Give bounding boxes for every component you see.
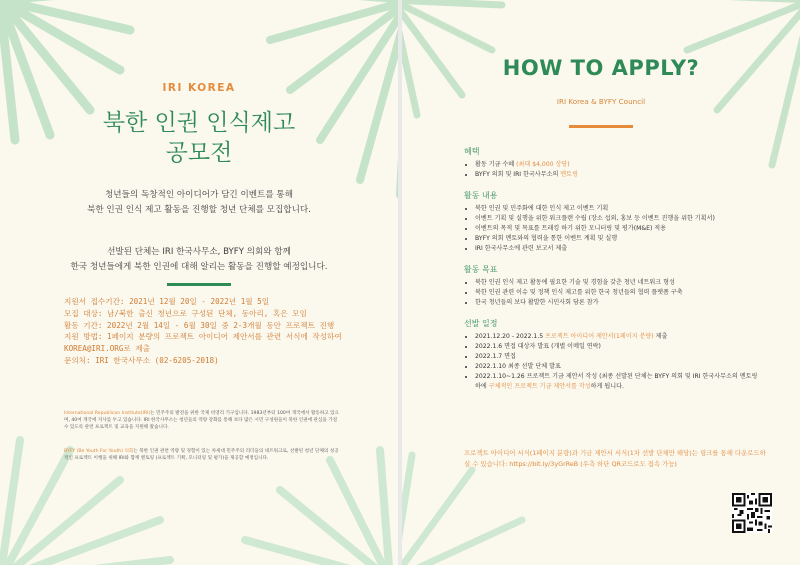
list-item: • 북한 인권 및 민주화에 대한 인식 제고 이벤트 기획 [475,204,764,214]
benefits-heading: 혜택 [464,147,480,156]
palm-leaf-top-right [260,0,398,210]
content-list [464,204,764,254]
list-item [475,372,764,392]
list-item: • 한국 청년들의 보다 활발한 시민사회 담론 참가 [475,298,764,308]
iri-name: International Republican Institute(IRI) [64,411,151,416]
info-method: 지원 방법: 1페이지 분량의 프로젝트 아이디어 제안서를 관련 서식에 작성하여 [64,332,342,342]
list-item: • 2022.1.10 최종 선발 단체 발표 [475,362,764,372]
info-duration: 활동 기간: 2022년 2월 14일 - 6월 30일 중 2-3개월 동안 프로젝트 진행 [64,320,335,330]
list-item: • 북한 인권 관련 이슈 및 정책 인식 제고를 위한 한국 청년들의 협력 플랫폼 구축 [475,288,764,298]
details-section [464,146,764,392]
title-line-1: 북한 인권 인식제고 [102,110,296,136]
info-period: 지원서 접수기간: 2021년 12월 20일 - 2022년 1월 5일 [64,297,270,306]
intro-text [0,188,398,218]
schedule-highlight: 프로젝트 아이디어 제안서(1페이지 분량) [545,333,654,340]
list-item: • 북한 인권 인식 제고 활동에 필요한 기술 및 경험을 갖춘 청년 네트워크 형성 [475,278,764,288]
list-item: • 2022.1.7 면접 [475,352,764,362]
list-item: • BYFY 의회 멘토와의 협력을 통한 이벤트 계획 및 실행 [475,234,764,244]
list-item [475,332,764,342]
info-block [64,296,364,367]
schedule-text: 하게 됩니다. [590,383,624,390]
intro2-line-1: 선발된 단체는 IRI 한국사무소, BYFY 의회와 함께 [107,247,291,257]
list-item: • IRI 한국사무소에 관련 보고서 제출 [475,244,764,254]
left-page [0,0,398,565]
schedule-heading: 선발 일정 [464,319,498,328]
goals-heading: 활동 목표 [464,265,498,274]
schedule-text: 2022.1.10~1.26 프로젝트 기금 제안서 작성 (최종 선발된 단체는 BYFY 의회 및 IRI 한국사무소의 멘토링 하에 [475,373,758,390]
title-line-2: 공모전 [165,140,233,166]
info-email[interactable]: KOREA@IRI.ORG로 제출 [64,344,151,354]
divider-bar-right [569,125,633,128]
benefit-text: 활동 기금 수혜 [475,161,517,168]
divider-bar [167,283,231,286]
goals-list [464,278,764,308]
byfy-desc-text: 는 북한 인권 관련 역량 및 경험이 있는 차세대 민주주의 리더들의 네트워크로, 선발된 청년 단체의 성공적인 프로젝트 이행을 위해 IRI와 함께 멘토링 (프로젝트 기획, 모니터링 및 평가)을 제공할 예정입니다. [64,449,339,461]
list-item: • 이벤트 기획 및 실행을 위한 워크플랜 수립 (장소 섭외, 홍보 등 이벤트 진행을 위한 기획서) [475,214,764,224]
benefit-highlight: 멘토링 [560,171,578,178]
info-target: 모집 대상: 남/북한 출신 청년으로 구성된 단체, 동아리, 혹은 모임 [64,308,307,318]
schedule-text: 제출 [653,333,668,340]
benefit-text: BYFY 의회 및 IRI 한국사무소의 [475,171,561,178]
download-instructions[interactable]: 프로젝트 아이디어 서식(1페이지 분량)과 기금 제안서 서식(1차 선발 단체만 해당)는 링크를 통해 다운로드하실 수 있습니다: https://bit.ly/3yGrReB (우측 하단 QR코드로도 접속 가능) [464,449,766,468]
right-page [402,0,800,565]
page-title [0,108,398,168]
byfy-description [64,448,340,462]
palm-leaf-bottom-left [0,410,180,565]
info-contact: 문의처: IRI 한국사무소 (02-6205-2018) [64,355,219,365]
list-item [475,170,764,180]
intro-line-2: 북한 인권 인식 제고 활동을 진행할 청년 단체를 모집합니다. [87,205,311,215]
organizers-subtitle: IRI Korea & BYFY Council [556,97,646,106]
schedule-highlight: 구체적인 프로젝트 기금 제안서를 작성 [488,383,591,390]
schedule-list [464,332,764,392]
benefits-list [464,160,764,180]
qr-code-icon[interactable] [732,493,772,533]
list-item [475,160,764,170]
benefit-highlight: (최대 $4,000 상당) [516,161,570,168]
iri-desc-text: 는 민주주의 발전을 위한 국제 비영리 기구입니다. 1983년부터 100여 개국에서 활동하고 있으며, 40여 개국에 지사를 두고 있습니다. IRI 한국사무소는 청년들의 역량 강화를 통해 보다 많은 시민 구성원들이 북한 인권에 관심을 가질 수 있도록 관련 프로젝트 및 교육을 지원해 왔습니다. [64,411,340,430]
list-item: • 이벤트의 목적 및 목표를 트래킹 하기 위한 모니터링 및 평가(M&E) 적용 [475,224,764,234]
list-item: • 2022.1.6 면접 대상자 발표 (개별 이메일 연락) [475,342,764,352]
content-heading: 활동 내용 [464,191,498,200]
intro-line-1: 청년들의 독창적인 아이디어가 담긴 이벤트를 통해 [105,190,293,200]
schedule-date: 2021.12.20 - 2022.1.5 [475,333,546,340]
intro-text-2 [0,245,398,275]
brand-label: IRI KOREA [162,82,236,94]
iri-description [64,410,340,431]
intro2-line-2: 한국 청년들에게 북한 인권에 대해 알리는 활동을 진행할 예정입니다. [70,262,328,272]
how-to-apply-title: HOW TO APPLY? [502,56,700,80]
byfy-name: BYFY (Be Youth For Youth) 의회 [64,449,134,454]
